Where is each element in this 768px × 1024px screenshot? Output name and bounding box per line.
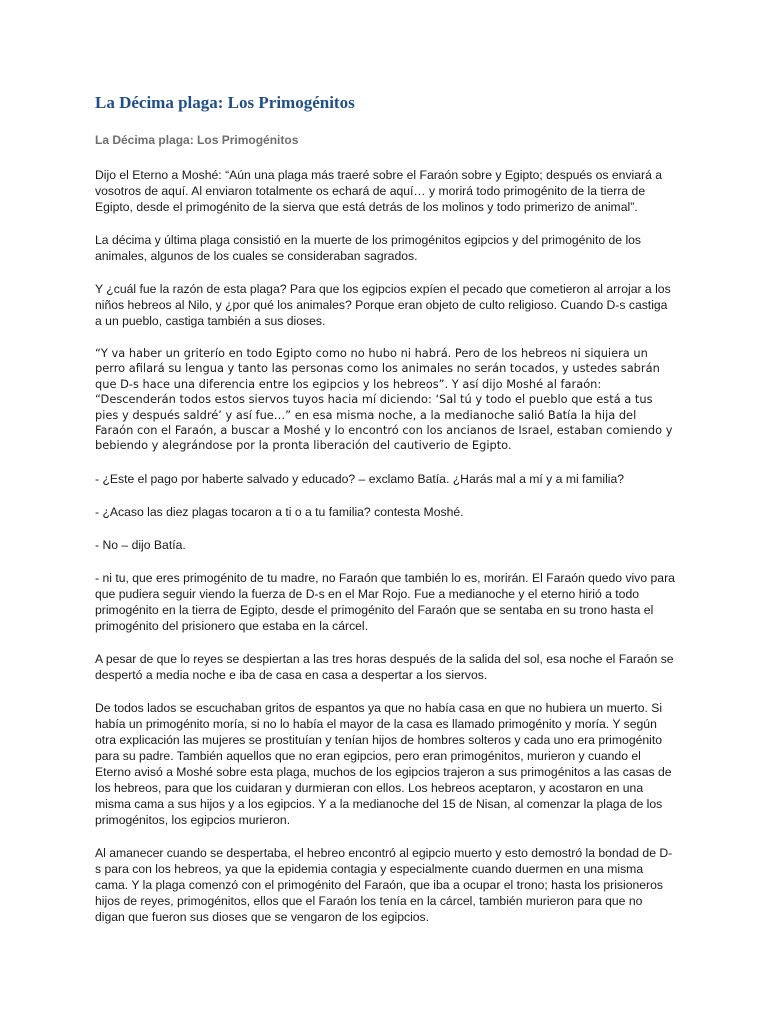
paragraph-9: A pesar de que lo reyes se despiertan a las tres horas después de la salida del sol, esa noche el Faraón se despertó a media noche e iba de casa en casa a despertar a los siervos. [95,651,674,682]
paragraph-11: Al amanecer cuando se despertaba, el hebreo encontró al egipcio muerto y esto demostró la bondad de D-s para con los hebreos, ya que la epidemia contagia y especialmente cuando duermen en una misma cama. Y la plaga comenzó con el primogénito del Faraón, que iba a ocupar el trono; hasta los prisioneros hijos de reyes, primogénitos, ellos que el Faraón los tenía en la cárcel, también murieron para que no digan que fueron sus dioses que se vengaron de los egipcios. [95,845,673,924]
paragraph-2: La décima y última plaga consistió en la muerte de los primogénitos egipcios y del primogénito de los animales, algunos de los cuales se consideraban sagrados. [95,233,642,263]
document-page [95,92,675,942]
paragraph-6: - ¿Acaso las diez plagas tocaron a ti o a tu familia? contesta Moshé. [95,504,464,519]
page-subtitle: La Décima plaga: Los Primogénitos [95,133,299,147]
paragraph-10: De todos lados se escuchaban gritos de espantos ya que no había casa en que no hubiera un muerto. Si había un primogénito moría, si no lo había el mayor de la casa es llamado primogénito y moría. Y según otra explicación las mujeres se prostituían y tenían hijos de hombres solteros y cada uno era primogénito para su padre. También aquellos que no eran egipcios, pero eran primogénitos, murieron y cuando el Eterno avisó a Moshé sobre esta plaga, muchos de los egipcios trajeron a sus primogénitos a las casas de los hebreos, para que los cuidaran y durmieran con ellos. Los hebreos aceptaron, y acostaron en una misma cama a sus hijos y a los egipcios. Y a la medianoche del 15 de Nisan, al comenzar la plaga de los primogénitos, los egipcios murieron. [95,700,672,827]
paragraph-5: - ¿Este el pago por haberte salvado y educado? – exclamo Batía. ¿Harás mal a mí y a mi familia? [95,471,625,486]
paragraph-7: - No – dijo Batía. [95,537,186,552]
paragraph-1: Dijo el Eterno a Moshé: “Aún una plaga más traeré sobre el Faraón sobre y Egipto; después os enviará a vosotros de aquí. Al enviaron totalmente os echará de aquí… y morirá todo primogénito de la tierra de Egipto, desde el primogénito de la sierva que está detrás de los molinos y todo primerizo de animal”. [95,168,663,214]
page-title: La Décima plaga: Los Primogénitos [95,93,355,112]
paragraph-4: “Y va haber un griterío en todo Egipto como no hubo ni habrá. Pero de los hebreos ni siquiera un perro afilará su lengua y tanto las personas como los animales no serán tocados, y ustedes sabrán que D-s hace una diferencia entre los egipcios y los hebreos”. Y así dijo Moshé al faraón: “Descenderán todos estos siervos tuyos hacia mí diciendo: ‘Sal tú y todo el pueblo que está a tus pies y después saldré’ y así fue…” en esa misma noche, a la medianoche salió Batía la hija del Faraón con el Faraón, a buscar a Moshé y lo encontró con los ancianos de Israel, estaban comiendo y bebiendo y alegrándose por la pronta liberación del cautiverio de Egipto. [95,346,673,453]
paragraph-8: - ni tu, que eres primogénito de tu madre, no Faraón que también lo es, morirán. El Faraón quedo vivo para que pudiera seguir viendo la fuerza de D-s en el Mar Rojo. Fue a medianoche y el eterno hirió a todo primogénito en la tierra de Egipto, desde el primogénito del Faraón que se sentaba en su trono hasta el primogénito del prisionero que estaba en la cárcel. [95,570,675,633]
paragraph-3: Y ¿cuál fue la razón de esta plaga? Para que los egipcios expíen el pecado que cometieron al arrojar a los niños hebreos al Nilo, y ¿por qué los animales? Porque eran objeto de culto religioso. Cuando D-s castiga a un pueblo, castiga también a sus dioses. [95,282,671,328]
